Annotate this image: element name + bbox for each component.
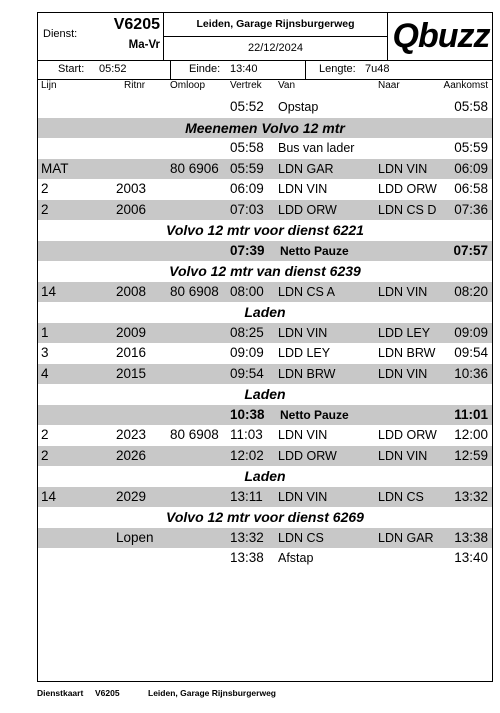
to-stop: LDN VIN [378,448,428,463]
trip-row [38,138,492,159]
section-title: Volvo 12 mtr voor dienst 6269 [166,509,364,525]
trip-row [38,179,492,200]
from-stop: LDN CS [278,530,324,545]
trip-row [38,446,492,467]
arrival-time: 05:59 [454,140,488,155]
trip-number: Lopen [116,529,154,545]
departure-time: 05:59 [230,160,264,176]
departure-time: 06:09 [230,181,264,196]
schedule-rows [38,97,492,569]
from-stop: LDN BRW [278,366,336,381]
section-title: Meenemen Volvo 12 mtr [185,119,345,136]
line-number: 2 [41,447,49,463]
trip-number: 2006 [116,201,147,217]
end-cell [171,60,306,79]
column-headers [38,80,492,91]
arrival-time: 12:00 [454,427,488,442]
from-stop: LDN CS A [278,284,335,299]
section-row [38,507,492,528]
from-stop: LDN VIN [278,428,328,442]
line-number: 2 [41,427,49,442]
pause-row [38,405,492,426]
section-title: Laden [244,304,286,320]
duty-block [38,13,164,60]
line-number: 14 [41,488,57,504]
block-number: 80 6908 [170,283,219,299]
trip-number: 2008 [116,283,147,299]
section-title: Laden [244,386,286,402]
location-block [164,13,388,60]
from-stop: Afstap [278,551,314,565]
pause-label: Netto Pauze [280,243,349,258]
footer-label: Dienstkaart [37,688,84,698]
arrival-time: 09:09 [454,324,488,340]
to-stop: LDN VIN [378,284,428,299]
block-number: 80 6908 [170,427,219,442]
to-stop: LDN CS D [378,202,437,217]
length-value: 7u48 [365,63,390,75]
arrival-time: 08:20 [454,283,488,299]
col-van: Van [278,80,296,91]
departure-time: 09:54 [230,365,264,381]
section-title: Volvo 12 mtr van dienst 6239 [169,263,361,279]
arrival-time: 09:54 [454,345,488,360]
from-stop: LDN VIN [278,489,328,504]
footer-code: V6205 [95,688,120,698]
line-number: 2 [41,201,49,217]
section-row [38,261,492,282]
to-stop: LDN BRW [378,346,436,360]
departure-time: 13:32 [230,529,264,545]
arrival-time: 13:32 [454,488,488,504]
trip-row [38,282,492,303]
duty-code: V6205 [113,16,160,33]
from-stop: Bus van lader [278,141,355,155]
departure-time: 13:11 [230,488,263,504]
departure-time: 07:39 [230,242,265,258]
arrival-time: 10:36 [454,365,488,381]
start-cell [38,60,171,79]
to-stop: LDN VIN [378,366,428,381]
departure-time: 07:03 [230,201,264,217]
length-cell [306,60,494,79]
section-title: Laden [244,468,286,484]
trip-row [38,548,492,569]
col-lijn: Lijn [41,80,57,91]
departure-time: 08:00 [230,283,264,299]
to-stop: LDD ORW [378,182,437,196]
from-stop: LDN VIN [278,325,328,340]
from-stop: LDD ORW [278,202,337,217]
location: Leiden, Garage Rijnsburgerweg [164,13,387,37]
trip-row [38,159,492,180]
footer-location: Leiden, Garage Rijnsburgerweg [148,688,277,698]
line-number: 2 [41,181,49,196]
arrival-time: 07:57 [453,242,488,258]
from-stop: LDD ORW [278,448,337,463]
section-row [38,302,492,323]
duty-label: Dienst: [43,28,78,40]
arrival-time: 12:59 [454,447,488,463]
trip-row [38,323,492,344]
departure-time: 08:25 [230,324,264,340]
trip-number: 2015 [116,365,147,381]
start-value: 05:52 [99,63,127,75]
section-row [38,384,492,405]
trip-row [38,364,492,385]
trip-row [38,528,492,549]
col-naar: Naar [378,80,400,91]
departure-time: 09:09 [230,345,264,360]
qbuzz-logo: Qbuzz [392,17,490,55]
col-ritnr: Ritnr [124,80,146,91]
arrival-time: 06:09 [454,160,488,176]
header [38,13,492,61]
end-value: 13:40 [230,63,258,75]
trip-row [38,97,492,118]
arrival-time: 07:36 [454,201,488,217]
trip-number: 2009 [116,324,147,340]
date: 22/12/2024 [247,42,304,54]
section-row [38,118,492,139]
trip-number: 2016 [116,345,147,360]
end-label: Einde: [189,63,221,75]
to-stop: LDD LEY [378,325,431,340]
trip-row [38,425,492,446]
line-number: 4 [41,365,49,381]
from-stop: Opstap [278,100,319,114]
arrival-time: 11:01 [454,406,488,422]
pause-label: Netto Pauze [280,407,349,422]
departure-time: 12:02 [230,447,264,463]
col-omloop: Omloop [170,80,206,91]
departure-time: 05:52 [230,99,264,114]
section-row [38,220,492,241]
arrival-time: 13:40 [454,550,488,565]
section-row [38,466,492,487]
to-stop: LDD ORW [378,428,437,442]
trip-row [38,487,492,508]
departure-time: 10:38 [230,406,265,422]
arrival-time: 13:38 [454,529,488,545]
departure-time: 11:03 [230,427,263,442]
line-number: MAT [41,160,69,176]
to-stop: LDN CS [378,489,424,504]
line-number: 14 [41,283,57,299]
departure-time: 05:58 [230,140,264,155]
from-stop: LDN VIN [278,182,328,196]
line-number: 1 [41,324,49,340]
trip-row [38,343,492,364]
col-aankomst: Aankomst [443,80,488,91]
block-number: 80 6906 [170,160,219,176]
col-vertrek: Vertrek [230,80,262,91]
arrival-time: 06:58 [454,181,488,196]
trip-number: 2023 [116,427,147,442]
pause-row [38,241,492,262]
line-number: 3 [41,345,49,360]
length-label: Lengte: [319,63,356,75]
trip-number: 2003 [116,181,147,196]
section-title: Volvo 12 mtr voor dienst 6221 [166,222,364,238]
duty-days: Ma-Vr [128,39,160,51]
from-stop: LDN GAR [278,161,334,176]
duty-card [37,12,493,682]
trip-number: 2026 [116,447,147,463]
info-bar [38,60,492,80]
start-label: Start: [58,63,85,75]
arrival-time: 05:58 [454,99,488,114]
trip-row [38,200,492,221]
trip-number: 2029 [116,488,147,504]
departure-time: 13:38 [230,550,264,565]
to-stop: LDN GAR [378,530,434,545]
to-stop: LDN VIN [378,161,428,176]
from-stop: LDD LEY [278,346,331,360]
